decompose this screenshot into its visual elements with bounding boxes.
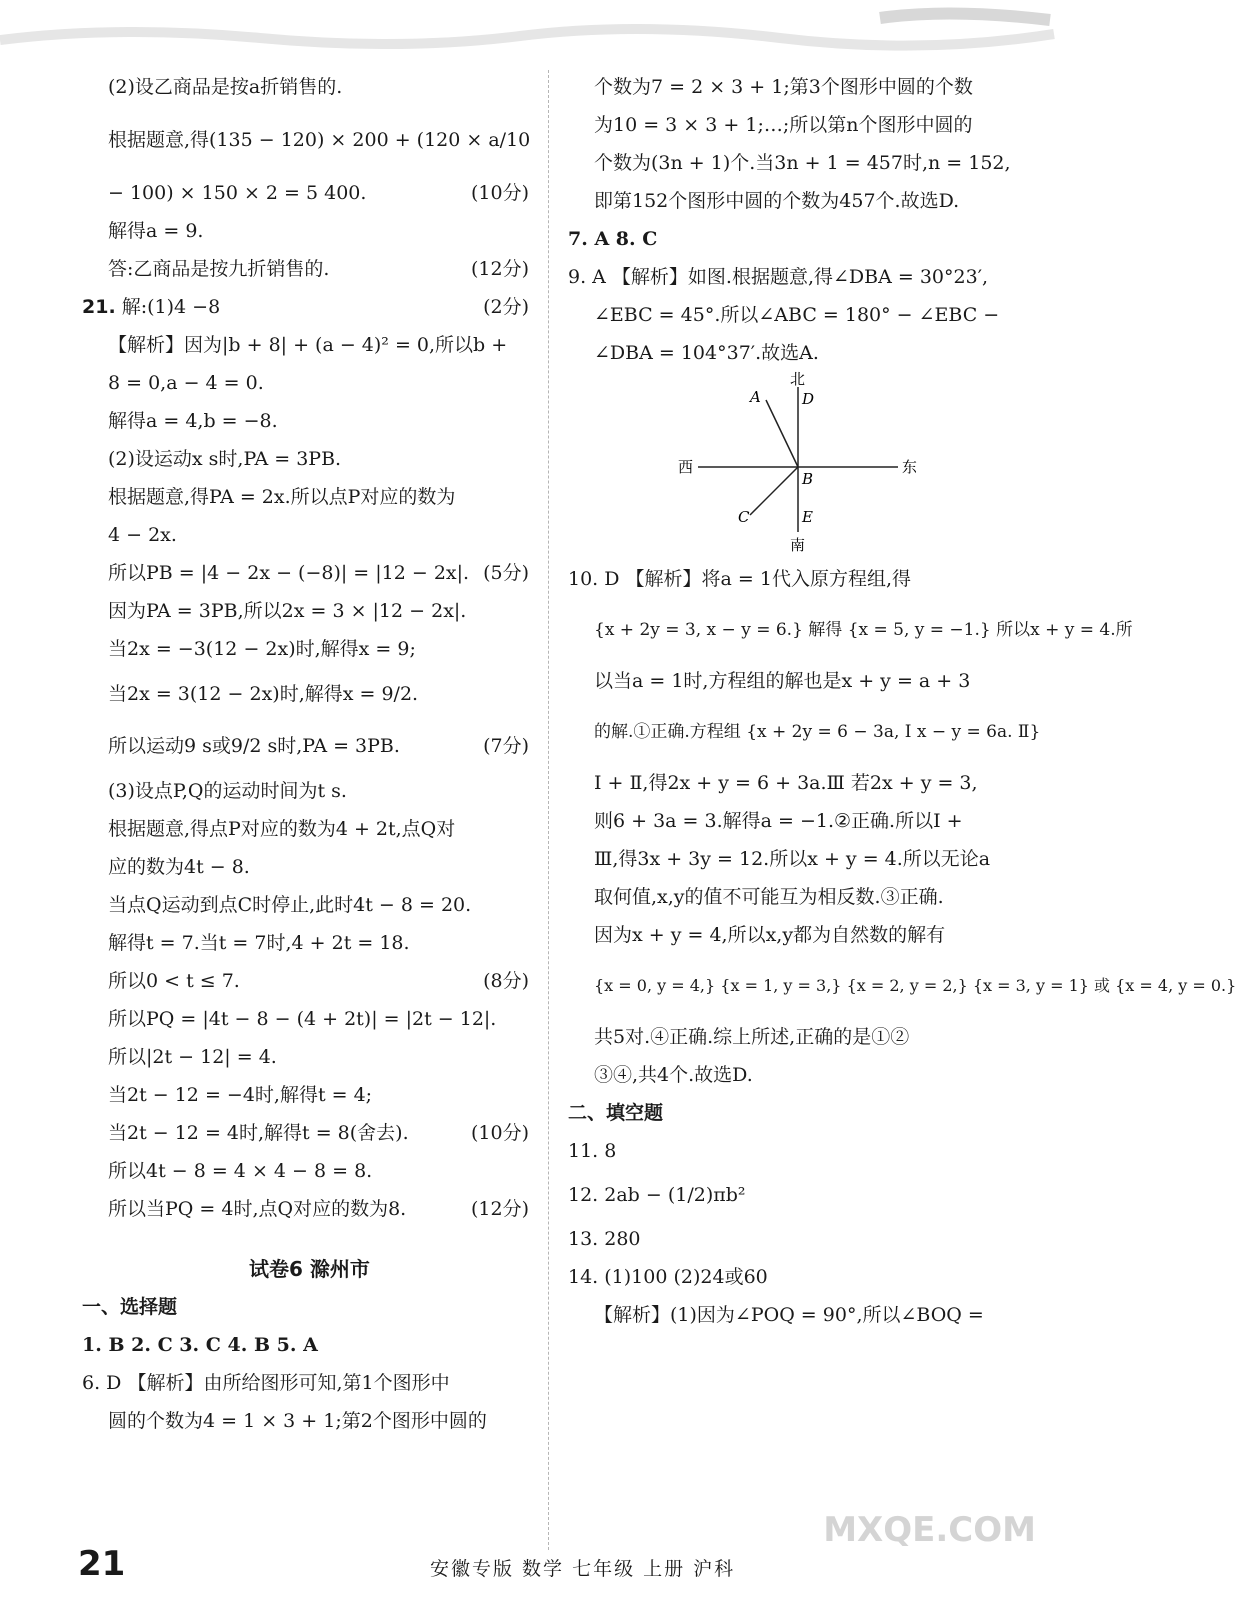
text-line: 以当a = 1时,方程组的解也是x + y = a + 3 [594, 670, 971, 692]
compass-figure [568, 372, 1023, 552]
page-footer [0, 1542, 1054, 1592]
right-column [568, 68, 1236, 1334]
text-line: 当2t − 12 = −4时,解得t = 4; [108, 1084, 373, 1106]
score-mark: (12分) [470, 258, 529, 280]
left-column [82, 68, 537, 1440]
text-line: 根据题意,得(135 − 120) × 200 + (120 × a/10 [108, 129, 531, 151]
text-line: 即第152个图形中圆的个数为457个.故选D. [594, 190, 960, 212]
answer-line: 13. 280 [568, 1228, 641, 1250]
text-line: 个数为7 = 2 × 3 + 1;第3个图形中圆的个数 [594, 76, 973, 98]
text-line: 【解析】(1)因为∠POQ = 90°,所以∠BOQ = [594, 1304, 984, 1326]
text-line: 共5对.④正确.综上所述,正确的是①② [594, 1026, 910, 1048]
text-line: 8 = 0,a − 4 = 0. [108, 372, 264, 394]
text-line: 所以PB = |4 − 2x − (−8)| = |12 − 2x|. (5分) [82, 554, 537, 592]
text-line: 所以|2t − 12| = 4. [108, 1046, 277, 1068]
text-line: 4 − 2x. [108, 524, 177, 546]
text-line: 因为x + y = 4,所以x,y都为自然数的解有 [594, 924, 946, 946]
text-line: Ⅲ,得3x + 3y = 12.所以x + y = 4.所以无论a [594, 848, 991, 870]
text-line: 10. D 【解析】将a = 1代入原方程组,得 [568, 568, 911, 590]
text-line: 的解.①正确.方程组 {x + 2y = 6 − 3a, Ⅰ x − y = 6a. Ⅱ} [594, 722, 1041, 742]
text-line: 应的数为4t − 8. [108, 856, 250, 878]
ray-ba [766, 400, 798, 467]
text-line: 所以当PQ = 4时,点Q对应的数为8. (12分) [82, 1190, 537, 1228]
text-line: 为10 = 3 × 3 + 1;…;所以第n个图形中圆的 [594, 114, 973, 136]
answer-line: 14. (1)100 (2)24或60 [568, 1266, 768, 1288]
text-line: 当点Q运动到点C时停止,此时4t − 8 = 20. [108, 894, 472, 916]
answer-line: 12. 2ab − (1/2)πb² [568, 1184, 746, 1206]
score-mark: (10分) [470, 182, 529, 204]
text-line: {x + 2y = 3, x − y = 6.} 解得 {x = 5, y = −1.} 所以x + y = 4.所 [594, 620, 1133, 640]
text-line: 6. D 【解析】由所给图形可知,第1个图形中 [82, 1372, 450, 1394]
text-line: 则6 + 3a = 3.解得a = −1.②正确.所以Ⅰ + [594, 810, 963, 832]
text-line: 【解析】因为|b + 8| + (a − 4)² = 0,所以b + [108, 334, 508, 356]
text-line: {x = 0, y = 4,} {x = 1, y = 3,} {x = 2, y = 2,} {x = 3, y = 1} 或 {x = 4, y = 0.} [594, 976, 1236, 995]
text-line: 所以运动9 s或9/2 s时,PA = 3PB. (7分) [82, 720, 537, 772]
exam-title: 试卷6 滁州市 [249, 1257, 370, 1281]
score-mark: (7分) [483, 735, 529, 757]
score-mark: (2分) [483, 296, 529, 318]
text-line: 取何值,x,y的值不可能互为相反数.③正确. [594, 886, 944, 908]
text-line: 根据题意,得PA = 2x.所以点P对应的数为 [108, 486, 456, 508]
text-line: 根据题意,得点P对应的数为4 + 2t,点Q对 [108, 818, 456, 840]
text-line: 个数为(3n + 1)个.当3n + 1 = 457时,n = 152, [594, 152, 1011, 174]
text-line: 所以PQ = |4t − 8 − (4 + 2t)| = |2t − 12|. [108, 1008, 497, 1030]
section-heading: 二、填空题 [568, 1102, 664, 1124]
text-line: 9. A 【解析】如图.根据题意,得∠DBA = 30°23′, [568, 266, 989, 288]
text-line: (2)设乙商品是按a折销售的. [108, 76, 343, 98]
label-d: D [802, 390, 815, 408]
top-decorative-strip [0, 0, 1054, 58]
text-line: 解得a = 4,b = −8. [108, 410, 278, 432]
text-line: − 100) × 150 × 2 = 5 400. (10分) [82, 174, 537, 212]
label-c: C [738, 508, 750, 526]
text-line: ∠EBC = 45°.所以∠ABC = 180° − ∠EBC − [594, 304, 1000, 326]
text-line: 所以4t − 8 = 4 × 4 − 8 = 8. [108, 1160, 373, 1182]
column-divider [548, 70, 549, 1550]
label-e: E [802, 508, 813, 526]
footer-book-info: 安徽专版 数学 七年级 上册 沪科 [430, 1558, 736, 1580]
text-line: ③④,共4个.故选D. [594, 1064, 753, 1086]
question-21-header: 21. 解:(1)4 −8 (2分) [82, 288, 537, 326]
answer-line: 11. 8 [568, 1140, 617, 1162]
text-line: 当2x = 3(12 − 2x)时,解得x = 9/2. [108, 683, 419, 705]
label-north: 北 [790, 370, 806, 388]
score-mark: (8分) [483, 970, 529, 992]
text-line: 因为PA = 3PB,所以2x = 3 × |12 − 2x|. [108, 600, 467, 622]
section-heading: 一、选择题 [82, 1296, 178, 1318]
label-a: A [750, 388, 761, 406]
answer-row: 7. A 8. C [568, 228, 658, 250]
text-line: (2)设运动x s时,PA = 3PB. [108, 448, 342, 470]
page-number: 21 [78, 1544, 126, 1584]
text-line: 解得a = 9. [108, 220, 204, 242]
text-line: Ⅰ + Ⅱ,得2x + y = 6 + 3a.Ⅲ 若2x + y = 3, [594, 772, 978, 794]
text-line: 所以0 < t ≤ 7. (8分) [82, 962, 537, 1000]
text-line: 圆的个数为4 = 1 × 3 + 1;第2个图形中圆的 [108, 1410, 487, 1432]
text-line: 当2x = −3(12 − 2x)时,解得x = 9; [108, 638, 416, 660]
label-south: 南 [790, 536, 806, 554]
text-line: (3)设点P,Q的运动时间为t s. [108, 780, 347, 802]
ray-bc [750, 467, 798, 515]
text-line: 答:乙商品是按九折销售的. (12分) [82, 250, 537, 288]
label-east: 东 [902, 458, 918, 476]
score-mark: (12分) [470, 1198, 529, 1220]
text-line: ∠DBA = 104°37′.故选A. [594, 342, 819, 364]
label-west: 西 [678, 458, 694, 476]
watermark-logo: MXQE.COM [823, 1510, 1036, 1550]
answer-row: 1. B 2. C 3. C 4. B 5. A [82, 1334, 318, 1356]
score-mark: (5分) [483, 562, 529, 584]
score-mark: (10分) [470, 1122, 529, 1144]
label-b: B [802, 470, 814, 488]
text-line: 解得t = 7.当t = 7时,4 + 2t = 18. [108, 932, 410, 954]
text-line: 当2t − 12 = 4时,解得t = 8(舍去). (10分) [82, 1114, 537, 1152]
